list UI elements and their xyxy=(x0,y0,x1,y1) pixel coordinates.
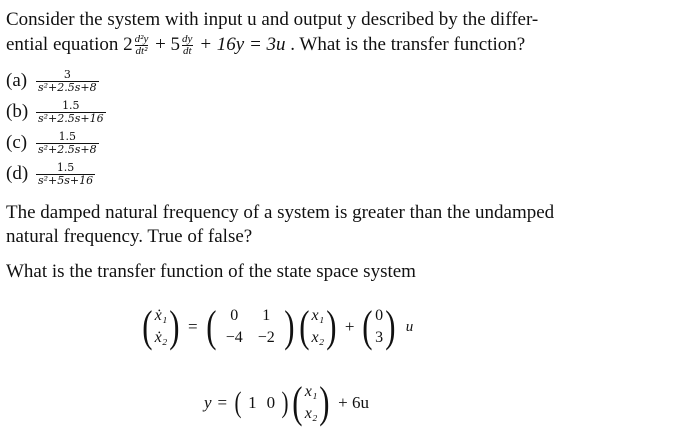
q3-line1: What is the transfer function of the state space system xyxy=(6,261,416,282)
a-matrix xyxy=(218,305,282,349)
option-d-fraction xyxy=(36,162,95,187)
option-a-label: (a) xyxy=(6,70,28,91)
q1-line1: Consider the system with input u and output y described by the differ- xyxy=(6,9,539,30)
a11: 0 xyxy=(230,307,239,324)
xdot-vector xyxy=(155,305,168,349)
option-d-label: (d) xyxy=(6,163,29,184)
b1: 0 xyxy=(375,307,384,324)
lparen: ( xyxy=(362,302,373,351)
lparen: ( xyxy=(299,302,310,351)
option-b-fraction xyxy=(36,100,106,125)
option-b-num: 1.5 xyxy=(62,98,80,112)
option-a-fraction xyxy=(36,69,99,94)
rparen: ) xyxy=(281,386,289,419)
option-c-label: (c) xyxy=(6,132,28,153)
dt2: dt² xyxy=(135,45,148,58)
rparen: ) xyxy=(284,302,295,351)
xdot2: ẋ₂ xyxy=(154,329,168,346)
c2: 0 xyxy=(266,393,276,412)
option-d-den: s²+5s+16 xyxy=(38,173,94,187)
rparen: ) xyxy=(385,302,396,351)
output-equation xyxy=(204,378,369,428)
dt: dt xyxy=(182,45,192,58)
x1: x₁ xyxy=(311,307,325,324)
state-equation xyxy=(140,302,413,352)
b2: 3 xyxy=(375,329,384,346)
option-a[interactable] xyxy=(6,66,99,96)
q2-line2: natural frequency. True of false? xyxy=(6,226,253,247)
option-d[interactable] xyxy=(6,159,95,189)
option-b-den: s²+2.5s+16 xyxy=(38,111,104,125)
option-d-num: 1.5 xyxy=(56,160,75,174)
x2: x₂ xyxy=(304,405,318,422)
lparen: ( xyxy=(142,302,153,351)
output-y: y xyxy=(204,393,212,412)
rparen: ) xyxy=(169,302,180,351)
equals-sign: = xyxy=(217,393,228,412)
d2y: d²y xyxy=(134,33,149,46)
c1: 1 xyxy=(248,393,257,412)
input-u: u xyxy=(405,318,414,335)
option-c-den: s²+2.5s+8 xyxy=(38,142,97,156)
lparen: ( xyxy=(205,302,217,351)
feedthrough-term: + 6u xyxy=(338,393,369,412)
option-c[interactable] xyxy=(6,128,99,158)
q1-question: . What is the transfer function? xyxy=(290,34,526,55)
q2-line1: The damped natural frequency of a system is greater than the undamped xyxy=(6,202,555,223)
dy-dt-fraction xyxy=(181,34,193,57)
x-vector xyxy=(305,381,318,425)
dy: dy xyxy=(182,33,193,46)
ode-plus5: + 5 xyxy=(155,34,181,55)
rparen: ) xyxy=(326,302,337,351)
equals-sign: = xyxy=(187,317,198,336)
x2: x₂ xyxy=(311,329,325,346)
a21: −4 xyxy=(225,329,243,346)
option-a-num: 3 xyxy=(63,67,71,81)
xdot1: ẋ₁ xyxy=(154,307,168,324)
d2y-dt2-fraction xyxy=(134,34,150,57)
x1: x₁ xyxy=(304,383,318,400)
option-a-den: s²+2.5s+8 xyxy=(38,80,97,94)
a12: 1 xyxy=(262,307,271,324)
q1-line2 xyxy=(6,33,525,57)
option-b-label: (b) xyxy=(6,101,29,122)
a22: −2 xyxy=(257,329,275,346)
ode-rest: + 16y = 3u xyxy=(199,34,286,55)
b-vector xyxy=(375,305,383,349)
plus-sign: + xyxy=(344,317,355,336)
lparen: ( xyxy=(292,378,303,427)
lparen: ( xyxy=(234,386,242,419)
ode-coef-2: 2 xyxy=(123,34,133,55)
option-c-num: 1.5 xyxy=(58,129,77,143)
option-c-fraction xyxy=(36,131,99,156)
q1-line2-prefix: ential equation xyxy=(6,34,124,55)
rparen: ) xyxy=(319,378,330,427)
option-b[interactable] xyxy=(6,97,106,127)
x-vector xyxy=(312,305,325,349)
